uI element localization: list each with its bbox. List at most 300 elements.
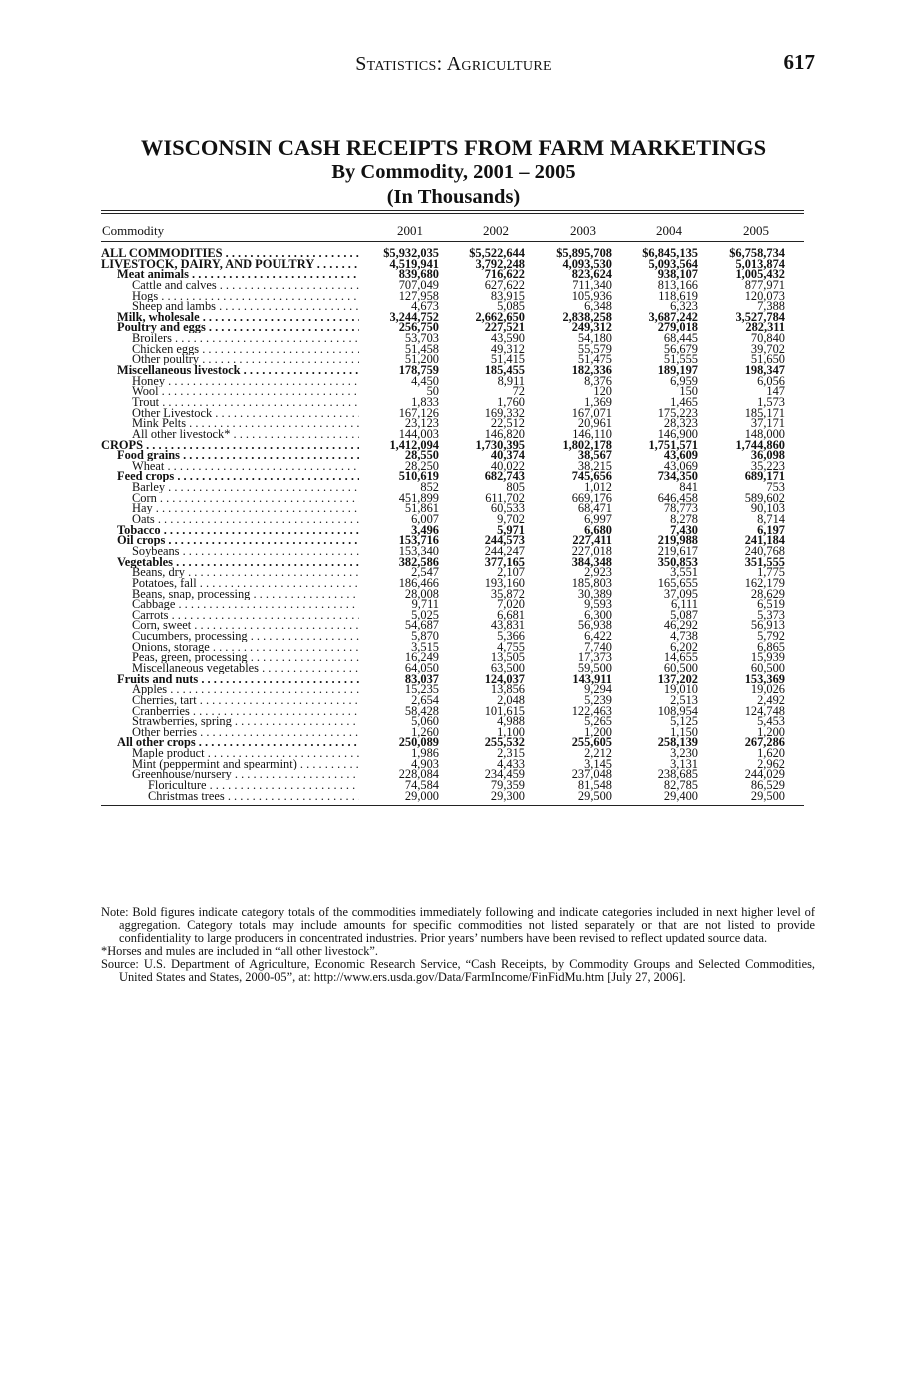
value-cell-2004: 82,785 xyxy=(663,778,698,793)
table-row xyxy=(101,256,804,271)
value-cell-2005: 70,840 xyxy=(750,331,785,346)
commodity-label: Beans, dry . . . xyxy=(101,567,359,578)
column-header-2004: 2004 xyxy=(656,223,682,238)
value-cell-2001: 16,249 xyxy=(404,650,439,665)
value-cell-2005: 8,714 xyxy=(757,512,785,527)
value-cell-2003: 120 xyxy=(593,384,612,399)
value-cell-2005: 198,347 xyxy=(744,363,785,378)
value-cell-2005: 28,629 xyxy=(750,586,785,601)
value-cell-2005: 86,529 xyxy=(750,778,785,793)
value-cell-2001: 5,025 xyxy=(411,607,439,622)
commodity-label: Miscellaneous livestock . . . xyxy=(101,365,359,376)
table-row xyxy=(101,341,804,356)
value-cell-2001: 51,458 xyxy=(404,341,439,356)
value-cell-2003: 38,215 xyxy=(577,458,612,473)
table-row xyxy=(101,522,804,537)
value-cell-2004: 189,197 xyxy=(657,363,698,378)
table-row xyxy=(101,354,804,365)
table-row xyxy=(101,333,804,344)
table-row xyxy=(101,543,804,558)
value-cell-2004: 258,139 xyxy=(657,735,698,750)
value-cell-2005: 6,519 xyxy=(757,597,785,612)
commodity-label: Wool . . . xyxy=(101,386,359,397)
value-cell-2003: 384,348 xyxy=(571,554,612,569)
value-cell-2001: 5,870 xyxy=(411,629,439,644)
commodity-label: Cabbage . . . xyxy=(101,599,359,610)
table-row xyxy=(101,692,804,707)
value-cell-2002: 60,533 xyxy=(490,501,525,516)
table-row xyxy=(101,450,804,461)
table-row xyxy=(101,780,804,791)
commodity-label: Floriculture . . . xyxy=(101,780,359,791)
value-cell-2001: 707,049 xyxy=(398,277,439,292)
commodity-label: Soybeans . . . xyxy=(101,546,359,557)
value-cell-2003: 237,048 xyxy=(571,767,612,782)
commodity-label: Chicken eggs . . . xyxy=(101,344,359,355)
value-cell-2003: 4,093,530 xyxy=(562,256,612,271)
value-cell-2001: 4,450 xyxy=(411,373,439,388)
table-row xyxy=(101,554,804,569)
table-units: (In Thousands) xyxy=(386,186,521,208)
value-cell-2002: 2,662,650 xyxy=(475,309,525,324)
commodity-label: All other crops . . . xyxy=(101,737,359,748)
value-cell-2003: 9,294 xyxy=(584,682,612,697)
value-cell-2005: 120,073 xyxy=(744,288,785,303)
table-row xyxy=(101,660,804,675)
commodity-label: Mint (peppermint and spearmint) . . . xyxy=(101,759,359,770)
value-cell-2004: 350,853 xyxy=(657,554,698,569)
value-cell-2004: 118,619 xyxy=(658,288,698,303)
value-cell-2002: 63,500 xyxy=(490,660,525,675)
value-cell-2005: 162,179 xyxy=(744,575,785,590)
value-cell-2001: 53,703 xyxy=(404,331,439,346)
value-cell-2005: 90,103 xyxy=(750,501,785,516)
commodity-label: Other berries . . . xyxy=(101,727,359,738)
value-cell-2001: 3,515 xyxy=(411,639,439,654)
value-cell-2003: 255,605 xyxy=(571,735,612,750)
value-cell-2002: 244,247 xyxy=(484,543,525,558)
column-header-2002: 2002 xyxy=(483,223,509,238)
value-cell-2002: 4,755 xyxy=(497,639,525,654)
table-row xyxy=(101,737,804,748)
value-cell-2004: 43,069 xyxy=(663,458,698,473)
source-text: Source: U.S. Department of Agriculture, Economic Research Service, “Cash Receipts, by Commodity Groups and Selected Commodities, United States and States, 2000-05”, at: http://www.ers.usda.gov/Data/FarmIncome/FinFidMu.htm [July 27, 2006]. xyxy=(101,957,815,984)
value-cell-2003: 122,463 xyxy=(571,703,612,718)
commodity-label: Hogs . . . xyxy=(101,291,359,302)
value-cell-2001: 1,260 xyxy=(411,724,439,739)
value-cell-2004: 6,959 xyxy=(670,373,698,388)
value-cell-2003: 38,567 xyxy=(577,448,612,463)
value-cell-2004: 3,230 xyxy=(670,746,698,761)
value-cell-2004: 219,617 xyxy=(657,543,698,558)
value-cell-2001: 64,050 xyxy=(404,660,439,675)
commodity-label: Corn . . . xyxy=(101,493,359,504)
value-cell-2001: 451,899 xyxy=(398,490,439,505)
table-row xyxy=(101,748,804,759)
value-cell-2002: 7,020 xyxy=(497,597,525,612)
value-cell-2002: 29,300 xyxy=(490,788,525,803)
value-cell-2004: 4,738 xyxy=(670,629,698,644)
value-cell-2001: 51,200 xyxy=(404,352,439,367)
table-row xyxy=(101,373,804,388)
table-row xyxy=(101,586,804,601)
commodity-label: Beans, snap, processing . . . xyxy=(101,589,359,600)
value-cell-2005: 3,527,784 xyxy=(735,309,785,324)
value-cell-2003: 185,803 xyxy=(571,575,612,590)
value-cell-2005: 5,453 xyxy=(757,714,785,729)
value-cell-2005: 39,702 xyxy=(750,341,785,356)
table-row xyxy=(101,394,804,409)
value-cell-2001: 4,519,941 xyxy=(389,256,439,271)
table-row xyxy=(101,716,804,727)
commodity-label: Milk, wholesale . . . xyxy=(101,312,359,323)
value-cell-2001: 3,244,752 xyxy=(389,309,439,324)
value-cell-2005: 241,184 xyxy=(744,533,785,548)
table-row xyxy=(101,490,804,505)
value-cell-2003: 1,369 xyxy=(584,394,612,409)
value-cell-2003: 227,018 xyxy=(571,543,612,558)
value-cell-2003: 59,500 xyxy=(577,660,612,675)
value-cell-2002: 35,872 xyxy=(490,586,525,601)
value-cell-2005: 7,388 xyxy=(757,299,785,314)
column-header-commodity: Commodity xyxy=(102,223,165,238)
table-row xyxy=(101,288,804,303)
commodity-label: Carrots . . . xyxy=(101,610,359,621)
value-cell-2004: 5,093,564 xyxy=(648,256,698,271)
notes-section xyxy=(101,906,815,984)
value-cell-2005: 689,171 xyxy=(744,469,785,484)
table-row xyxy=(101,599,804,610)
commodity-label: Oil crops . . . xyxy=(101,535,359,546)
top-rule xyxy=(101,210,804,211)
value-cell-2005: 153,369 xyxy=(744,671,785,686)
table-row xyxy=(101,756,804,771)
table-header xyxy=(101,213,804,242)
value-cell-2004: 238,685 xyxy=(657,767,698,782)
value-cell-2002: 227,521 xyxy=(484,320,525,335)
value-cell-2004: 734,350 xyxy=(657,469,698,484)
value-cell-2003: 227,411 xyxy=(572,533,612,548)
table-row xyxy=(101,269,804,280)
value-cell-2004: 6,111 xyxy=(671,597,698,612)
value-cell-2001: $5,932,035 xyxy=(383,246,439,260)
value-cell-2005: 1,775 xyxy=(757,565,785,580)
value-cell-2002: 5,366 xyxy=(497,629,525,644)
table-row xyxy=(101,471,804,482)
commodity-label: Honey . . . xyxy=(101,376,359,387)
value-cell-2004: 5,125 xyxy=(670,714,698,729)
value-cell-2004: 8,278 xyxy=(670,512,698,527)
value-cell-2005: 282,311 xyxy=(745,320,785,335)
value-cell-2002: 6,681 xyxy=(497,607,525,622)
table-row xyxy=(101,322,804,333)
value-cell-2005: 5,373 xyxy=(757,607,785,622)
value-cell-2002: 1,730,395 xyxy=(475,437,525,452)
value-cell-2001: 1,412,094 xyxy=(389,437,439,452)
value-cell-2001: 186,466 xyxy=(398,575,439,590)
commodity-label: Maple product . . . xyxy=(101,748,359,759)
value-cell-2002: $5,522,644 xyxy=(469,246,525,260)
commodity-label: Potatoes, fall . . . xyxy=(101,578,359,589)
commodity-label: Oats . . . xyxy=(101,514,359,525)
value-cell-2003: 55,579 xyxy=(577,341,612,356)
value-cell-2003: 182,336 xyxy=(571,363,612,378)
value-cell-2004: 14,655 xyxy=(663,650,698,665)
commodity-label: Sheep and lambs . . . xyxy=(101,301,359,312)
value-cell-2003: 5,265 xyxy=(584,714,612,729)
commodity-label: Cranberries . . . xyxy=(101,706,359,717)
value-cell-2002: 4,988 xyxy=(497,714,525,729)
value-cell-2005: 351,555 xyxy=(744,554,785,569)
value-cell-2002: 51,415 xyxy=(490,352,525,367)
value-cell-2003: 54,180 xyxy=(577,331,612,346)
value-cell-2003: 745,656 xyxy=(571,469,612,484)
value-cell-2004: 2,513 xyxy=(670,692,698,707)
commodity-label: Cucumbers, processing . . . xyxy=(101,631,359,642)
value-cell-2003: 1,012 xyxy=(584,480,612,495)
table-row xyxy=(101,503,804,514)
value-cell-2002: 40,374 xyxy=(490,448,525,463)
value-cell-2004: 68,445 xyxy=(663,331,698,346)
value-cell-2001: 6,007 xyxy=(411,512,439,527)
value-cell-2001: 28,008 xyxy=(404,586,439,601)
value-cell-2003: 30,389 xyxy=(577,586,612,601)
value-cell-2002: 1,760 xyxy=(497,394,525,409)
value-cell-2005: $6,758,734 xyxy=(729,246,785,260)
commodity-label: Barley . . . xyxy=(101,482,359,493)
commodity-label: Peas, green, processing . . . xyxy=(101,652,359,663)
value-cell-2003: 1,200 xyxy=(584,724,612,739)
value-cell-2002: 682,743 xyxy=(484,469,525,484)
commodity-label: Tobacco . . . xyxy=(101,525,359,536)
value-cell-2005: 148,000 xyxy=(744,426,785,441)
commodity-label: Wheat . . . xyxy=(101,461,359,472)
value-cell-2001: 144,003 xyxy=(398,426,439,441)
value-cell-2001: 382,586 xyxy=(398,554,439,569)
table-row xyxy=(101,365,804,376)
value-cell-2002: 2,048 xyxy=(497,692,525,707)
value-cell-2005: 36,098 xyxy=(750,448,785,463)
commodity-label: All other livestock* . . . xyxy=(101,429,359,440)
value-cell-2004: 37,095 xyxy=(663,586,698,601)
value-cell-2002: 244,573 xyxy=(484,533,525,548)
value-cell-2003: 3,145 xyxy=(584,756,612,771)
commodity-label: Broilers . . . xyxy=(101,333,359,344)
note-text: Note: Bold figures indicate category totals of the commodities immediately following and indicate categories included in next higher level of aggregation. Category totals may include amounts for specific commodities not listed separately or that are not listed to provide confidentiality to large producers in concentrated industries. Prior years’ numbers have been revised to reflect updated source data. xyxy=(101,905,815,945)
value-cell-2005: 1,620 xyxy=(757,746,785,761)
table-row xyxy=(101,788,804,803)
value-cell-2002: 83,915 xyxy=(490,288,525,303)
value-cell-2003: 17,373 xyxy=(577,650,612,665)
value-cell-2001: 29,000 xyxy=(404,788,439,803)
value-cell-2004: 813,166 xyxy=(657,277,698,292)
value-cell-2004: 1,150 xyxy=(670,724,698,739)
commodity-label: LIVESTOCK, DAIRY, AND POULTRY . . . xyxy=(101,259,359,270)
value-cell-2002: 9,702 xyxy=(497,512,525,527)
value-cell-2003: 2,838,258 xyxy=(562,309,612,324)
value-cell-2004: 28,323 xyxy=(663,416,698,431)
value-cell-2003: 56,938 xyxy=(577,618,612,633)
value-cell-2001: 178,759 xyxy=(398,363,439,378)
value-cell-2005: 1,200 xyxy=(757,724,785,739)
commodity-label: Food grains . . . xyxy=(101,450,359,461)
value-cell-2004: 1,751,571 xyxy=(648,437,698,452)
value-cell-2005: 1,005,432 xyxy=(735,267,785,282)
value-cell-2004: $6,845,135 xyxy=(642,246,698,260)
value-cell-2001: 167,126 xyxy=(398,405,439,420)
commodity-label: CROPS . . . xyxy=(101,440,359,451)
table-row xyxy=(101,703,804,718)
value-cell-2003: 146,110 xyxy=(572,426,612,441)
commodity-label: Cattle and calves . . . xyxy=(101,280,359,291)
value-cell-2004: 56,679 xyxy=(663,341,698,356)
table-row xyxy=(101,607,804,622)
value-cell-2003: 143,911 xyxy=(572,671,612,686)
value-cell-2005: 240,768 xyxy=(744,543,785,558)
table-body xyxy=(101,242,804,806)
table-row xyxy=(101,277,804,292)
value-cell-2004: 6,323 xyxy=(670,299,698,314)
value-cell-2001: 839,680 xyxy=(398,267,439,282)
value-cell-2002: 79,359 xyxy=(490,778,525,793)
table-row xyxy=(101,458,804,473)
value-cell-2001: 51,861 xyxy=(404,501,439,516)
commodity-label: Vegetables . . . xyxy=(101,557,359,568)
value-cell-2003: 167,071 xyxy=(571,405,612,420)
table-row xyxy=(101,482,804,493)
value-cell-2004: 43,609 xyxy=(663,448,698,463)
value-cell-2005: 29,500 xyxy=(750,788,785,803)
value-cell-2005: 56,913 xyxy=(750,618,785,633)
value-cell-2001: 9,711 xyxy=(411,597,439,612)
value-cell-2003: 1,802,178 xyxy=(562,437,612,452)
commodity-label: Feed crops . . . xyxy=(101,471,359,482)
value-cell-2004: 279,018 xyxy=(657,320,698,335)
value-cell-2005: 124,748 xyxy=(744,703,785,718)
value-cell-2003: 6,997 xyxy=(584,512,612,527)
value-cell-2003: 20,961 xyxy=(577,416,612,431)
value-cell-2003: 68,471 xyxy=(577,501,612,516)
value-cell-2002: 234,459 xyxy=(484,767,525,782)
value-cell-2001: 83,037 xyxy=(404,671,439,686)
table-row xyxy=(101,671,804,686)
value-cell-2001: 23,123 xyxy=(404,416,439,431)
value-cell-2003: 81,548 xyxy=(577,778,612,793)
table-row xyxy=(101,405,804,420)
value-cell-2004: 3,131 xyxy=(670,756,698,771)
receipts-table xyxy=(101,210,804,806)
value-cell-2005: 6,197 xyxy=(757,522,785,537)
table-row xyxy=(101,418,804,429)
value-cell-2002: 146,820 xyxy=(484,426,525,441)
value-cell-2004: 841 xyxy=(679,480,698,495)
table-row xyxy=(101,620,804,631)
commodity-label: Christmas trees . . . xyxy=(101,791,359,802)
value-cell-2002: 22,512 xyxy=(490,416,525,431)
table-row xyxy=(101,631,804,642)
value-cell-2003: 6,422 xyxy=(584,629,612,644)
commodity-label: Other poultry . . . xyxy=(101,354,359,365)
footnote-text: *Horses and mules are included in “all other livestock”. xyxy=(101,944,378,958)
value-cell-2004: 175,223 xyxy=(657,405,698,420)
value-cell-2005: 753 xyxy=(766,480,785,495)
table-row xyxy=(101,639,804,654)
table-row xyxy=(101,575,804,590)
value-cell-2004: 165,655 xyxy=(657,575,698,590)
value-cell-2004: 3,551 xyxy=(670,565,698,580)
value-cell-2001: 250,089 xyxy=(398,735,439,750)
value-cell-2002: 40,022 xyxy=(490,458,525,473)
value-cell-2001: 2,654 xyxy=(411,692,439,707)
value-cell-2004: 19,010 xyxy=(663,682,698,697)
value-cell-2002: 43,831 xyxy=(490,618,525,633)
value-cell-2005: 185,171 xyxy=(744,405,785,420)
value-cell-2005: 267,286 xyxy=(744,735,785,750)
column-header-2005: 2005 xyxy=(743,223,769,238)
table-row xyxy=(101,248,804,259)
value-cell-2004: 646,458 xyxy=(657,490,698,505)
value-cell-2005: 35,223 xyxy=(750,458,785,473)
value-cell-2001: 153,340 xyxy=(398,543,439,558)
value-cell-2005: 1,744,860 xyxy=(735,437,785,452)
value-cell-2001: 2,547 xyxy=(411,565,439,580)
value-cell-2001: 54,687 xyxy=(404,618,439,633)
value-cell-2002: 43,590 xyxy=(490,331,525,346)
value-cell-2002: 193,160 xyxy=(484,575,525,590)
value-cell-2004: 150 xyxy=(679,384,698,399)
value-cell-2005: 6,056 xyxy=(757,373,785,388)
value-cell-2003: 9,593 xyxy=(584,597,612,612)
value-cell-2002: 5,971 xyxy=(497,522,525,537)
value-cell-2003: $5,895,708 xyxy=(556,246,612,260)
value-cell-2001: 153,716 xyxy=(398,533,439,548)
value-cell-2001: 1,986 xyxy=(411,746,439,761)
commodity-label: Poultry and eggs . . . xyxy=(101,322,359,333)
value-cell-2004: 7,430 xyxy=(670,522,698,537)
commodity-label: ALL COMMODITIES . . . xyxy=(101,248,359,259)
value-cell-2004: 29,400 xyxy=(663,788,698,803)
value-cell-2005: 60,500 xyxy=(750,660,785,675)
table-row xyxy=(101,684,804,695)
table-row xyxy=(101,437,804,452)
value-cell-2001: 256,750 xyxy=(398,320,439,335)
value-cell-2002: 8,911 xyxy=(497,373,525,388)
commodity-label: Onions, storage . . . xyxy=(101,642,359,653)
value-cell-2004: 137,202 xyxy=(657,671,698,686)
value-cell-2002: 4,433 xyxy=(497,756,525,771)
value-cell-2004: 938,107 xyxy=(657,267,698,282)
value-cell-2004: 146,900 xyxy=(657,426,698,441)
value-cell-2001: 4,673 xyxy=(411,299,439,314)
value-cell-2005: 877,971 xyxy=(744,277,785,292)
value-cell-2002: 255,532 xyxy=(484,735,525,750)
value-cell-2001: 74,584 xyxy=(404,778,439,793)
value-cell-2002: 805 xyxy=(506,480,525,495)
value-cell-2005: 19,026 xyxy=(750,682,785,697)
value-cell-2002: 627,622 xyxy=(484,277,525,292)
table-row xyxy=(101,535,804,546)
value-cell-2004: 60,500 xyxy=(663,660,698,675)
value-cell-2002: 5,085 xyxy=(497,299,525,314)
table-row xyxy=(101,769,804,780)
value-cell-2004: 3,687,242 xyxy=(648,309,698,324)
running-header: Statistics: Agriculture xyxy=(355,53,552,75)
table-row xyxy=(101,724,804,739)
value-cell-2003: 249,312 xyxy=(571,320,612,335)
page-number: 617 xyxy=(783,50,815,74)
value-cell-2003: 8,376 xyxy=(584,373,612,388)
value-cell-2003: 51,475 xyxy=(577,352,612,367)
